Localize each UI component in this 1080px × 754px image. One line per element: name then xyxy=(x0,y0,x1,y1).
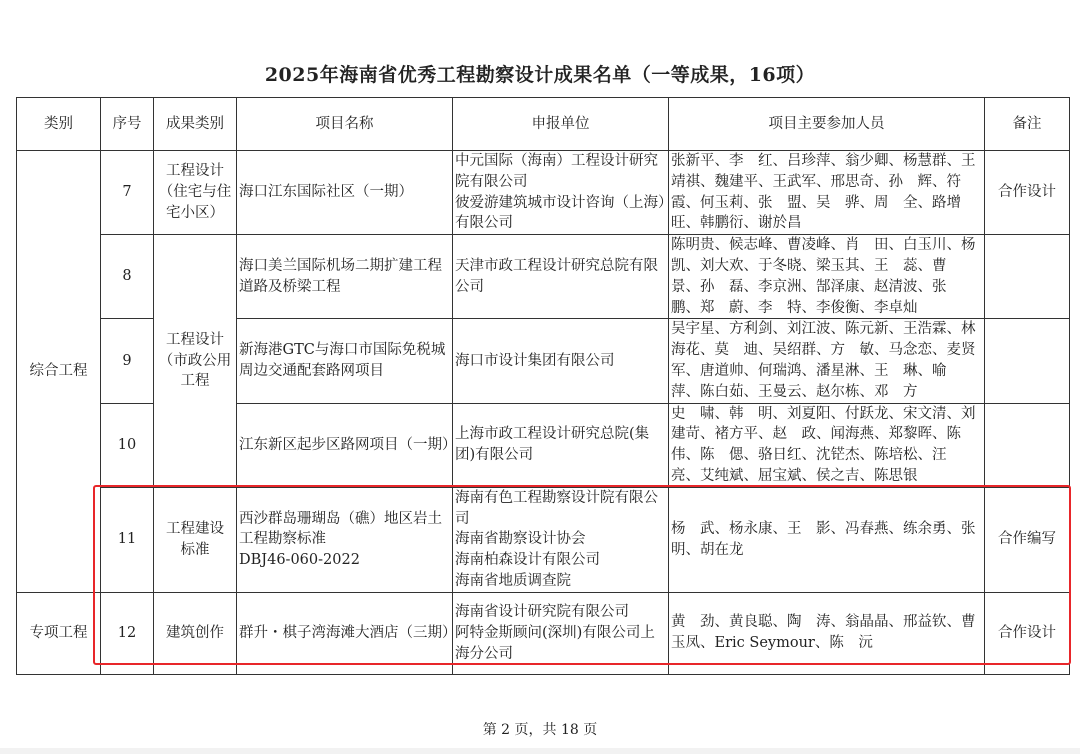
table-row xyxy=(17,235,1070,319)
participants-cell: 吴宇星、方利剑、刘江波、陈元新、王浩霖、林海花、莫 迪、吴绍群、方 敏、马念恋、麦贤军、唐道帅、何瑞鸿、潘星淋、王 琳、喻 萍、陈白茹、王曼云、赵尔栋、邓 方 xyxy=(669,319,985,403)
applicant-cell: 天津市政工程设计研究总院有限公司 xyxy=(453,235,669,319)
number-cell: 10 xyxy=(101,403,154,487)
column-header-project-name: 项目名称 xyxy=(237,98,453,151)
applicant-cell: 海南省设计研究院有限公司 阿特金斯顾问(深圳)有限公司上海分公司 xyxy=(453,592,669,674)
table-row xyxy=(17,487,1070,592)
applicant-cell: 上海市政工程设计研究总院(集团)有限公司 xyxy=(453,403,669,487)
applicant-cell: 海口市设计集团有限公司 xyxy=(453,319,669,403)
participants-cell: 张新平、李 红、吕珍萍、翁少卿、杨慧群、王靖祺、魏建平、王武军、邢思奇、孙 辉、符 霞、何玉莉、张 盟、吴 骅、周 全、路增旺、韩鹏衍、谢於昌 xyxy=(669,151,985,235)
column-header-category: 类别 xyxy=(17,98,101,151)
participants-cell: 史 啸、韩 明、刘夏阳、付跃龙、宋文清、刘建苛、褚方平、赵 政、闻海燕、郑黎晖、陈 伟、陈 偲、骆日红、沈铓杰、陈培松、汪 亮、艾纯斌、屈宝斌、侯之吉、陈思银 xyxy=(669,403,985,487)
remarks-cell: 合作编写 xyxy=(985,487,1070,592)
result-type-cell: 工程设计 （市政公用 工程 xyxy=(154,235,237,488)
applicant-cell: 海南有色工程勘察设计院有限公司 海南省勘察设计协会 海南柏森设计有限公司 海南省地质调查院 xyxy=(453,487,669,592)
result-type-cell: 建筑创作 xyxy=(154,592,237,674)
project-name-cell: 海口江东国际社区（一期） xyxy=(237,151,453,235)
applicant-cell: 中元国际（海南）工程设计研究院有限公司 彼爱游建筑城市设计咨询（上海）有限公司 xyxy=(453,151,669,235)
results-table xyxy=(16,97,1070,675)
page-number: 第 2 页，共 18 页 xyxy=(482,722,598,738)
participants-cell: 杨 武、杨永康、王 影、冯春燕、练余勇、张 明、胡在龙 xyxy=(669,487,985,592)
project-name-cell: 江东新区起步区路网项目（一期） xyxy=(237,403,453,487)
remarks-cell xyxy=(985,319,1070,403)
number-cell: 12 xyxy=(101,592,154,674)
number-cell: 7 xyxy=(101,151,154,235)
project-name-cell: 西沙群岛珊瑚岛（礁）地区岩土工程勘察标准 DBJ46-060-2022 xyxy=(237,487,453,592)
number-cell: 11 xyxy=(101,487,154,592)
remarks-cell xyxy=(985,403,1070,487)
table-row xyxy=(17,151,1070,235)
remarks-cell: 合作设计 xyxy=(985,592,1070,674)
column-header-number: 序号 xyxy=(101,98,154,151)
participants-cell: 黄 劲、黄良聪、陶 涛、翁晶晶、邢益钦、曹玉凤、Eric Seymour、陈 沅 xyxy=(669,592,985,674)
remarks-cell xyxy=(985,235,1070,319)
document-title: 2025年海南省优秀工程勘察设计成果名单（一等成果，16项） xyxy=(264,64,816,86)
result-type-cell: 工程建设 标准 xyxy=(154,487,237,592)
column-header-participants: 项目主要参加人员 xyxy=(669,98,985,151)
category-cell: 专项工程 xyxy=(17,592,101,674)
project-name-cell: 海口美兰国际机场二期扩建工程道路及桥梁工程 xyxy=(237,235,453,319)
participants-cell: 陈明贵、候志峰、曹凌峰、肖 田、白玉川、杨 凯、刘大欢、于冬晓、梁玉其、王 蕊、曹 景、孙 磊、李京洲、郜泽康、赵清波、张 鹏、郑 蔚、李 特、李俊衡、李卓灿 xyxy=(669,235,985,319)
project-name-cell: 新海港GTC与海口市国际免税城周边交通配套路网项目 xyxy=(237,319,453,403)
category-cell: 综合工程 xyxy=(17,151,101,593)
column-header-applicant: 申报单位 xyxy=(453,98,669,151)
number-cell: 9 xyxy=(101,319,154,403)
number-cell: 8 xyxy=(101,235,154,319)
result-type-cell: 工程设计 （住宅与住 宅小区） xyxy=(154,151,237,235)
project-name-cell: 群升・棋子湾海滩大酒店（三期） xyxy=(237,592,453,674)
table-row xyxy=(17,592,1070,674)
bottom-edge xyxy=(0,748,1080,754)
column-header-result-type: 成果类别 xyxy=(154,98,237,151)
table-header-row xyxy=(17,98,1070,151)
remarks-cell: 合作设计 xyxy=(985,151,1070,235)
column-header-remarks: 备注 xyxy=(985,98,1070,151)
